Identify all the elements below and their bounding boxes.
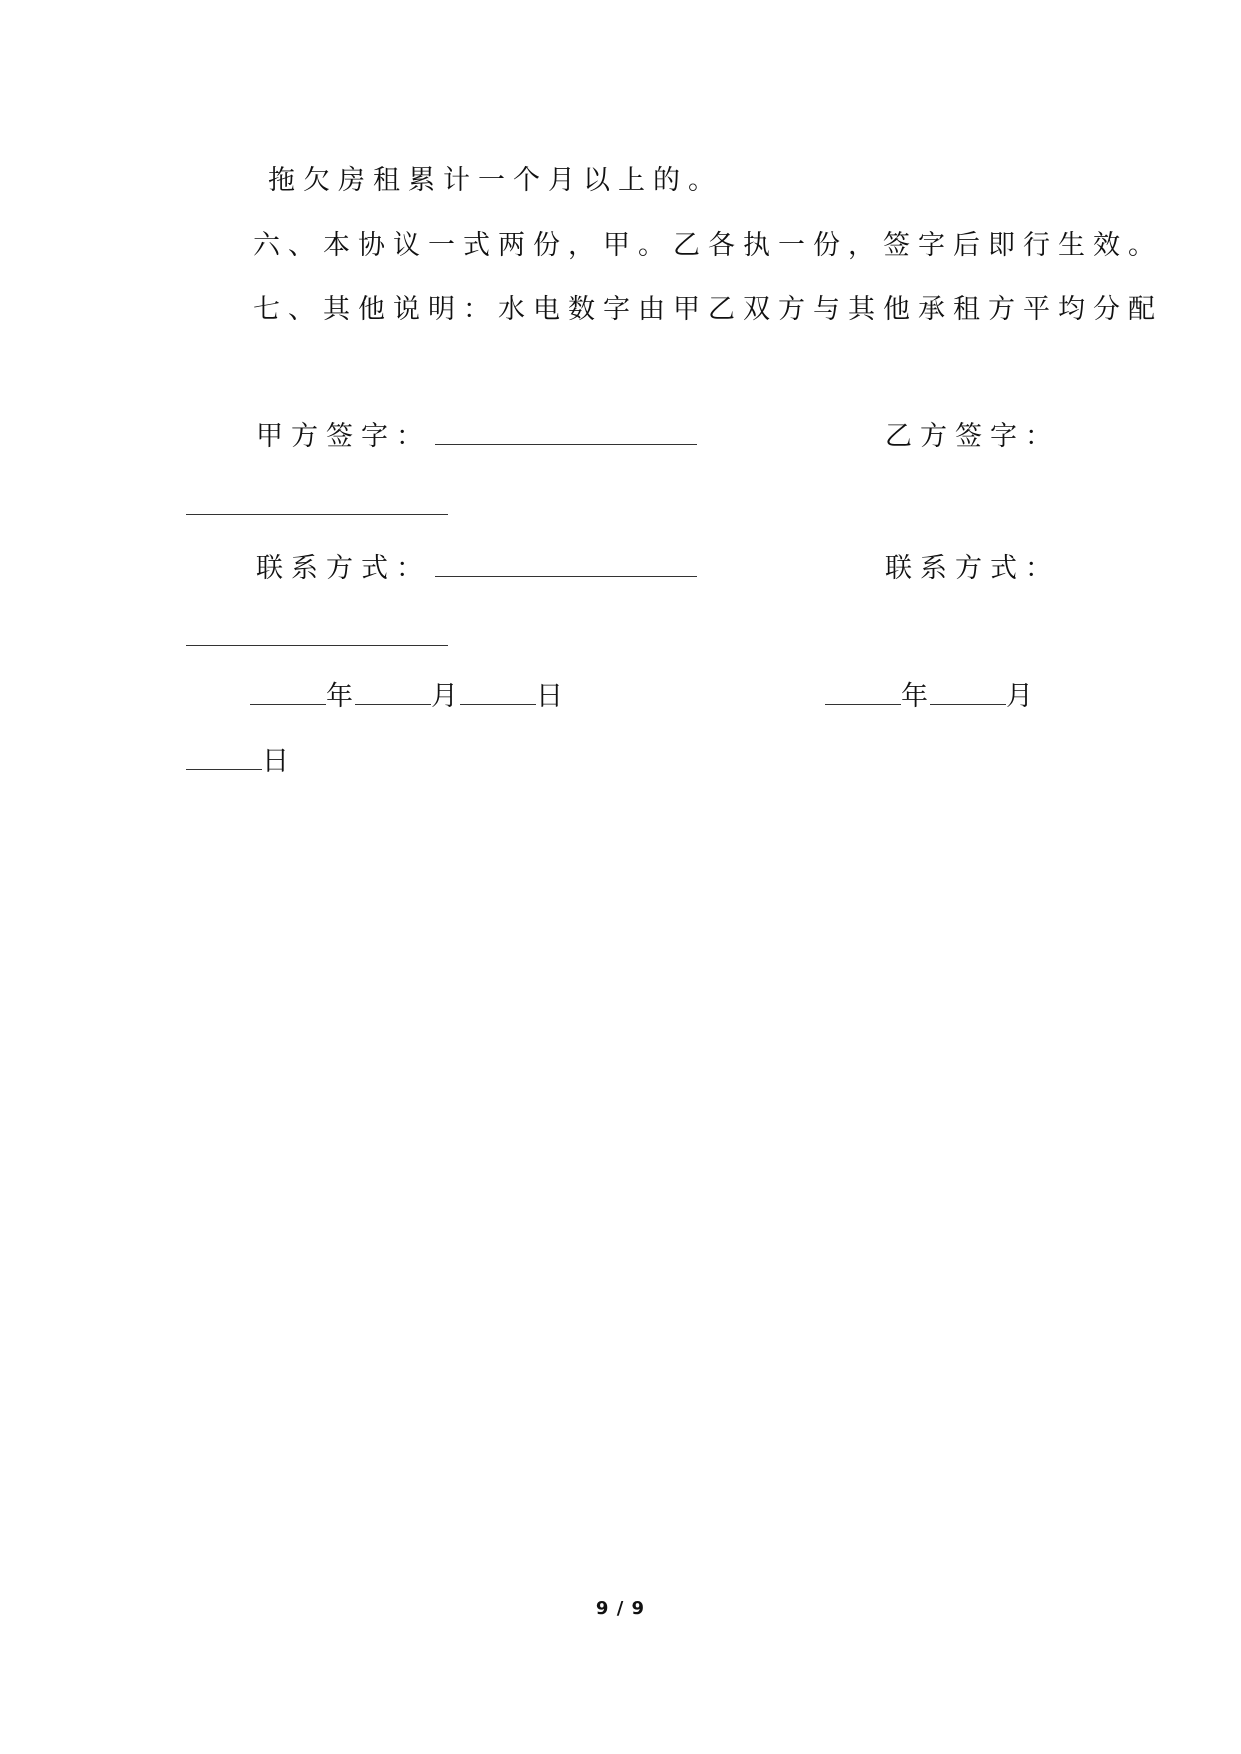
text-line-clause-6: 六、本协议一式两份，甲。乙各执一份，签字后即行生效。 xyxy=(253,230,1163,261)
party-a-day-blank xyxy=(460,680,536,705)
party-a-year-label: 年 xyxy=(326,681,353,712)
party-b-contact-label: 联系方式： xyxy=(885,553,1060,584)
party-b-signature-blank-row xyxy=(186,490,448,524)
party-b-contact-blank-row xyxy=(186,621,448,655)
party-b-signature-blank xyxy=(186,490,448,515)
party-b-month-label: 月 xyxy=(1006,681,1033,712)
page-number: 9 / 9 xyxy=(595,1598,646,1619)
party-b-contact-blank xyxy=(186,621,448,646)
party-a-contact-row xyxy=(256,552,701,586)
party-b-date-row xyxy=(825,680,1033,714)
party-a-year-blank xyxy=(250,680,326,705)
party-a-contact-blank xyxy=(435,552,697,577)
party-b-day-label: 日 xyxy=(262,746,289,777)
party-a-signature-row xyxy=(256,420,701,454)
party-a-day-label: 日 xyxy=(536,681,563,712)
party-b-signature-label: 乙方签字： xyxy=(885,421,1060,452)
party-a-signature-blank xyxy=(435,420,697,445)
party-a-signature-label: 甲方签字： xyxy=(256,421,431,452)
party-a-month-blank xyxy=(355,680,431,705)
text-line-arrears: 拖欠房租累计一个月以上的。 xyxy=(268,165,723,196)
party-b-contact-row xyxy=(885,552,1060,586)
party-b-day-row xyxy=(186,745,289,779)
party-b-day-blank xyxy=(186,745,262,770)
party-a-month-label: 月 xyxy=(431,681,458,712)
party-b-year-label: 年 xyxy=(901,681,928,712)
party-a-date-row xyxy=(250,680,563,714)
party-b-year-blank xyxy=(825,680,901,705)
text-line-clause-7: 七、其他说明：水电数字由甲乙双方与其他承租方平均分配 xyxy=(253,294,1163,325)
party-b-month-blank xyxy=(930,680,1006,705)
party-b-signature-row xyxy=(885,420,1060,454)
party-a-contact-label: 联系方式： xyxy=(256,553,431,584)
